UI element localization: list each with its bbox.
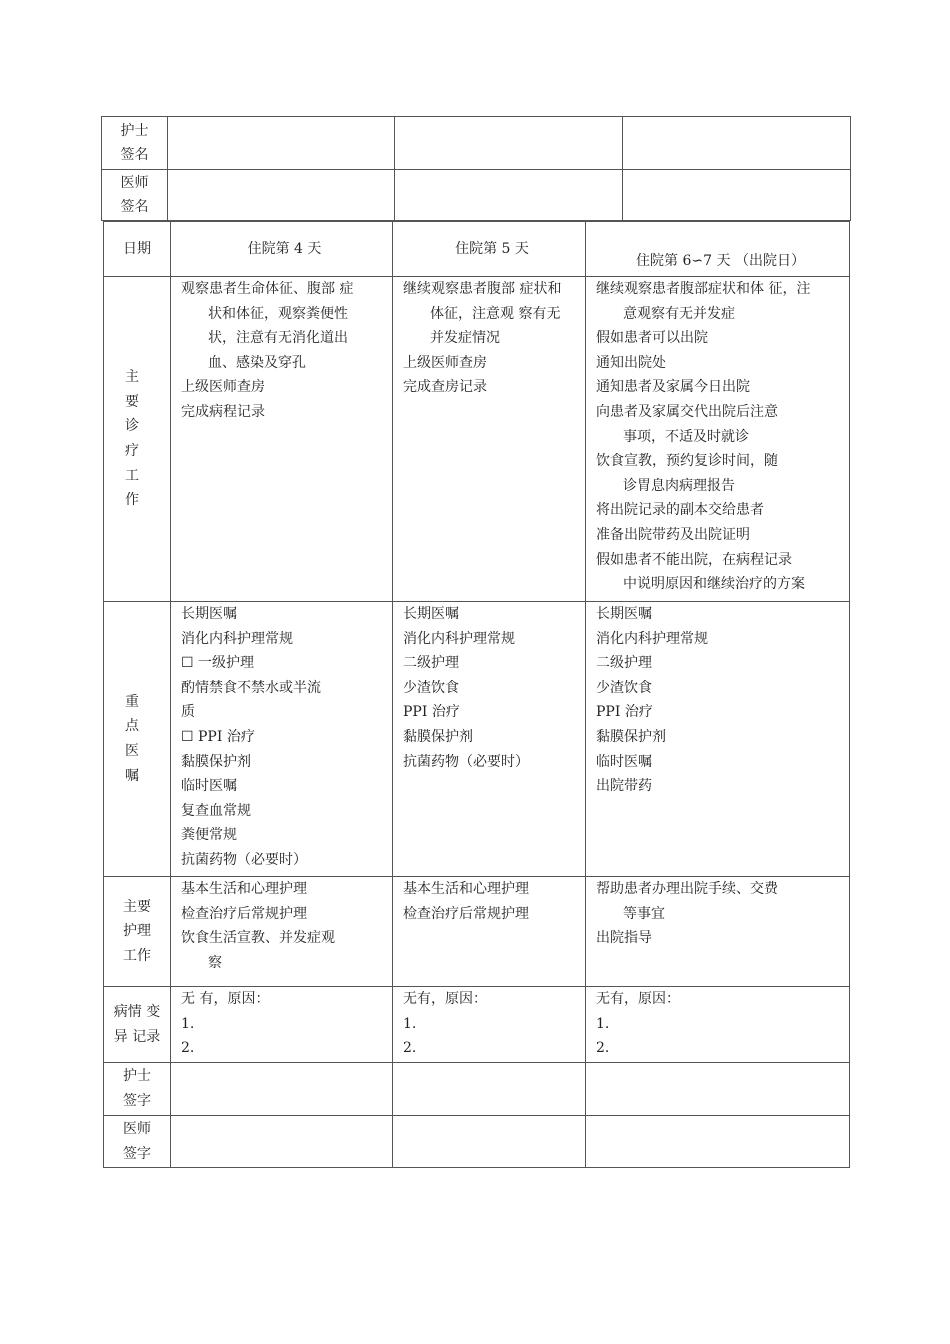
cell-line: 体征，注意观 察有无 <box>430 305 561 322</box>
cell-line: 粪便常规 <box>181 827 237 844</box>
cell-line: 将出院记录的副本交给患者 <box>596 502 764 519</box>
cell-line: 长期医嘱 <box>403 606 459 622</box>
doctor-signature-cell[interactable] <box>168 170 395 221</box>
label-line: 护士 <box>123 1068 151 1085</box>
nurse-signature-cell[interactable] <box>168 117 395 170</box>
cell-line: 抗菌药物（必要时） <box>403 753 529 770</box>
label-line: 护士 <box>120 123 149 139</box>
doctor-sign-cell[interactable] <box>393 1116 586 1168</box>
cell-line: PPI 治疗 <box>403 704 460 721</box>
key-orders-day4 <box>171 602 393 877</box>
cell-line: 通知患者及家属今日出院 <box>596 379 750 396</box>
cell-line: 准备出院带药及出院证明 <box>596 526 750 543</box>
cell-line: 少渣饮食 <box>403 679 459 696</box>
nursing-work-day6-7 <box>586 877 850 987</box>
cell-line: PPI 治疗 <box>596 704 653 721</box>
day-5-header: 住院第 5 天 <box>393 222 586 277</box>
label-line: 护理 <box>123 923 151 940</box>
key-orders-label <box>104 602 171 877</box>
cell-line: 黏膜保护剂 <box>596 728 666 745</box>
cell-line: 出院指导 <box>596 930 652 947</box>
cell-line: 长期医嘱 <box>596 606 652 622</box>
cell-line: 消化内科护理常规 <box>403 630 515 647</box>
cell-line: ☐ PPI 治疗 <box>181 728 255 745</box>
section-label: 主 要 诊 疗 工 作 <box>125 369 149 509</box>
doctor-signature-label <box>102 170 168 221</box>
variance-record-day4[interactable] <box>171 987 393 1063</box>
label-line: 医师 <box>120 175 149 191</box>
cell-line: 黏膜保护剂 <box>403 728 473 745</box>
clinical-work-day5 <box>393 277 586 602</box>
label-line: 工作 <box>123 947 151 964</box>
cell-line: 2. <box>403 1040 417 1057</box>
cell-line: 2. <box>596 1040 610 1057</box>
clinical-pathway-table <box>103 221 850 1168</box>
doctor-sign-cell[interactable] <box>586 1116 850 1168</box>
label-line: 主要 <box>123 898 151 915</box>
cell-line: 黏膜保护剂 <box>181 753 251 770</box>
clinical-work-label <box>104 277 171 602</box>
cell-line: 观察患者生命体征、腹部 症 <box>181 281 354 297</box>
variance-record-day5[interactable] <box>393 987 586 1063</box>
nursing-work-day4 <box>171 877 393 987</box>
cell-line: 临时医嘱 <box>181 778 237 795</box>
cell-line: 通知出院处 <box>596 354 666 371</box>
cell-line: 检查治疗后常规护理 <box>403 905 529 922</box>
nurse-signature-label <box>102 117 168 170</box>
cell-line: 消化内科护理常规 <box>596 630 708 647</box>
cell-line: 继续观察患者腹部症状和体 征，注 <box>596 281 811 297</box>
day-4-header: 住院第 4 天 <box>171 222 393 277</box>
day-6-7-header: 住院第 6∽7 天 （出院日） <box>586 222 850 277</box>
doctor-signature-cell[interactable] <box>395 170 623 221</box>
cell-line: 1. <box>403 1015 417 1032</box>
label-line: 异 记录 <box>113 1028 161 1045</box>
variance-record-label <box>104 987 171 1063</box>
cell-line: 上级医师查房 <box>181 379 265 396</box>
cell-line: 二级护理 <box>596 655 652 672</box>
cell-line: 中说明原因和继续治疗的方案 <box>623 576 805 593</box>
cell-line: 察 <box>208 954 222 971</box>
cell-line: 诊胃息肉病理报告 <box>623 477 735 494</box>
cell-line: 消化内科护理常规 <box>181 630 293 647</box>
cell-line: 无 有，原因： <box>181 991 270 1007</box>
cell-line: 血、感染及穿孔 <box>208 354 306 371</box>
cell-line: 饮食宣教，预约复诊时间，随 <box>596 453 778 470</box>
label-line: 病情 变 <box>113 1003 161 1020</box>
cell-line: 长期医嘱 <box>181 606 237 622</box>
label-line: 医师 <box>123 1120 151 1137</box>
clinical-work-day4 <box>171 277 393 602</box>
key-orders-day6-7 <box>586 602 850 877</box>
label-line: 签字 <box>123 1145 151 1162</box>
cell-line: 事项，不适及时就诊 <box>623 428 749 445</box>
cell-line: 意观察有无并发症 <box>623 305 735 322</box>
cell-line: 假如患者可以出院 <box>596 330 708 347</box>
cell-line: 向患者及家属交代出院后注意 <box>596 403 778 420</box>
nursing-work-day5 <box>393 877 586 987</box>
cell-line: 复查血常规 <box>181 802 251 819</box>
top-signature-table <box>101 116 851 221</box>
cell-line: 抗菌药物（必要时） <box>181 851 307 868</box>
cell-line: 检查治疗后常规护理 <box>181 905 307 922</box>
cell-line: 帮助患者办理出院手续、交费 <box>596 881 778 897</box>
cell-line: 酌情禁食不禁水或半流 <box>181 679 321 696</box>
cell-line: 临时医嘱 <box>596 753 652 770</box>
doctor-sign-label <box>104 1116 171 1168</box>
cell-line: ☐ 一级护理 <box>181 655 255 672</box>
cell-line: 完成病程记录 <box>181 403 265 420</box>
cell-line: 状，注意有无消化道出 <box>208 330 348 347</box>
doctor-sign-cell[interactable] <box>171 1116 393 1168</box>
cell-line: 2. <box>181 1040 195 1057</box>
cell-line: 上级医师查房 <box>403 354 487 371</box>
cell-line: 并发症情况 <box>430 330 500 347</box>
cell-line: 无有，原因： <box>596 991 680 1007</box>
cell-line: 1. <box>596 1015 610 1032</box>
nurse-signature-cell[interactable] <box>623 117 851 170</box>
cell-line: 状和体征，观察粪便性 <box>208 305 348 322</box>
cell-line: 基本生活和心理护理 <box>403 881 529 897</box>
cell-line: 基本生活和心理护理 <box>181 881 307 897</box>
date-label: 日期 <box>104 222 171 277</box>
label-line: 签名 <box>120 199 149 215</box>
clinical-work-day6-7 <box>586 277 850 602</box>
cell-line: 假如患者不能出院，在病程记录 <box>596 551 792 568</box>
label-line: 签字 <box>123 1093 151 1109</box>
nurse-sign-label <box>104 1063 171 1116</box>
key-orders-day5 <box>393 602 586 877</box>
cell-line: 少渣饮食 <box>596 679 652 696</box>
nurse-sign-cell[interactable] <box>586 1063 850 1116</box>
cell-line: 等事宜 <box>623 905 665 922</box>
cell-line: 完成查房记录 <box>403 379 487 396</box>
nurse-signature-cell[interactable] <box>395 117 623 170</box>
nurse-sign-cell[interactable] <box>393 1063 586 1116</box>
cell-line: 出院带药 <box>596 778 652 795</box>
cell-line: 继续观察患者腹部 症状和 <box>403 281 562 297</box>
cell-line: 无有，原因： <box>403 991 487 1007</box>
cell-line: 饮食生活宣教、并发症观 <box>181 930 335 947</box>
section-label: 重 点 医 嘱 <box>125 693 149 784</box>
cell-line: 1. <box>181 1015 195 1032</box>
nurse-sign-cell[interactable] <box>171 1063 393 1116</box>
label-line: 签名 <box>120 147 149 163</box>
doctor-signature-cell[interactable] <box>623 170 851 221</box>
cell-line: 质 <box>181 704 195 721</box>
cell-line: 二级护理 <box>403 655 459 672</box>
nursing-work-label <box>104 877 171 987</box>
variance-record-day6-7[interactable] <box>586 987 850 1063</box>
